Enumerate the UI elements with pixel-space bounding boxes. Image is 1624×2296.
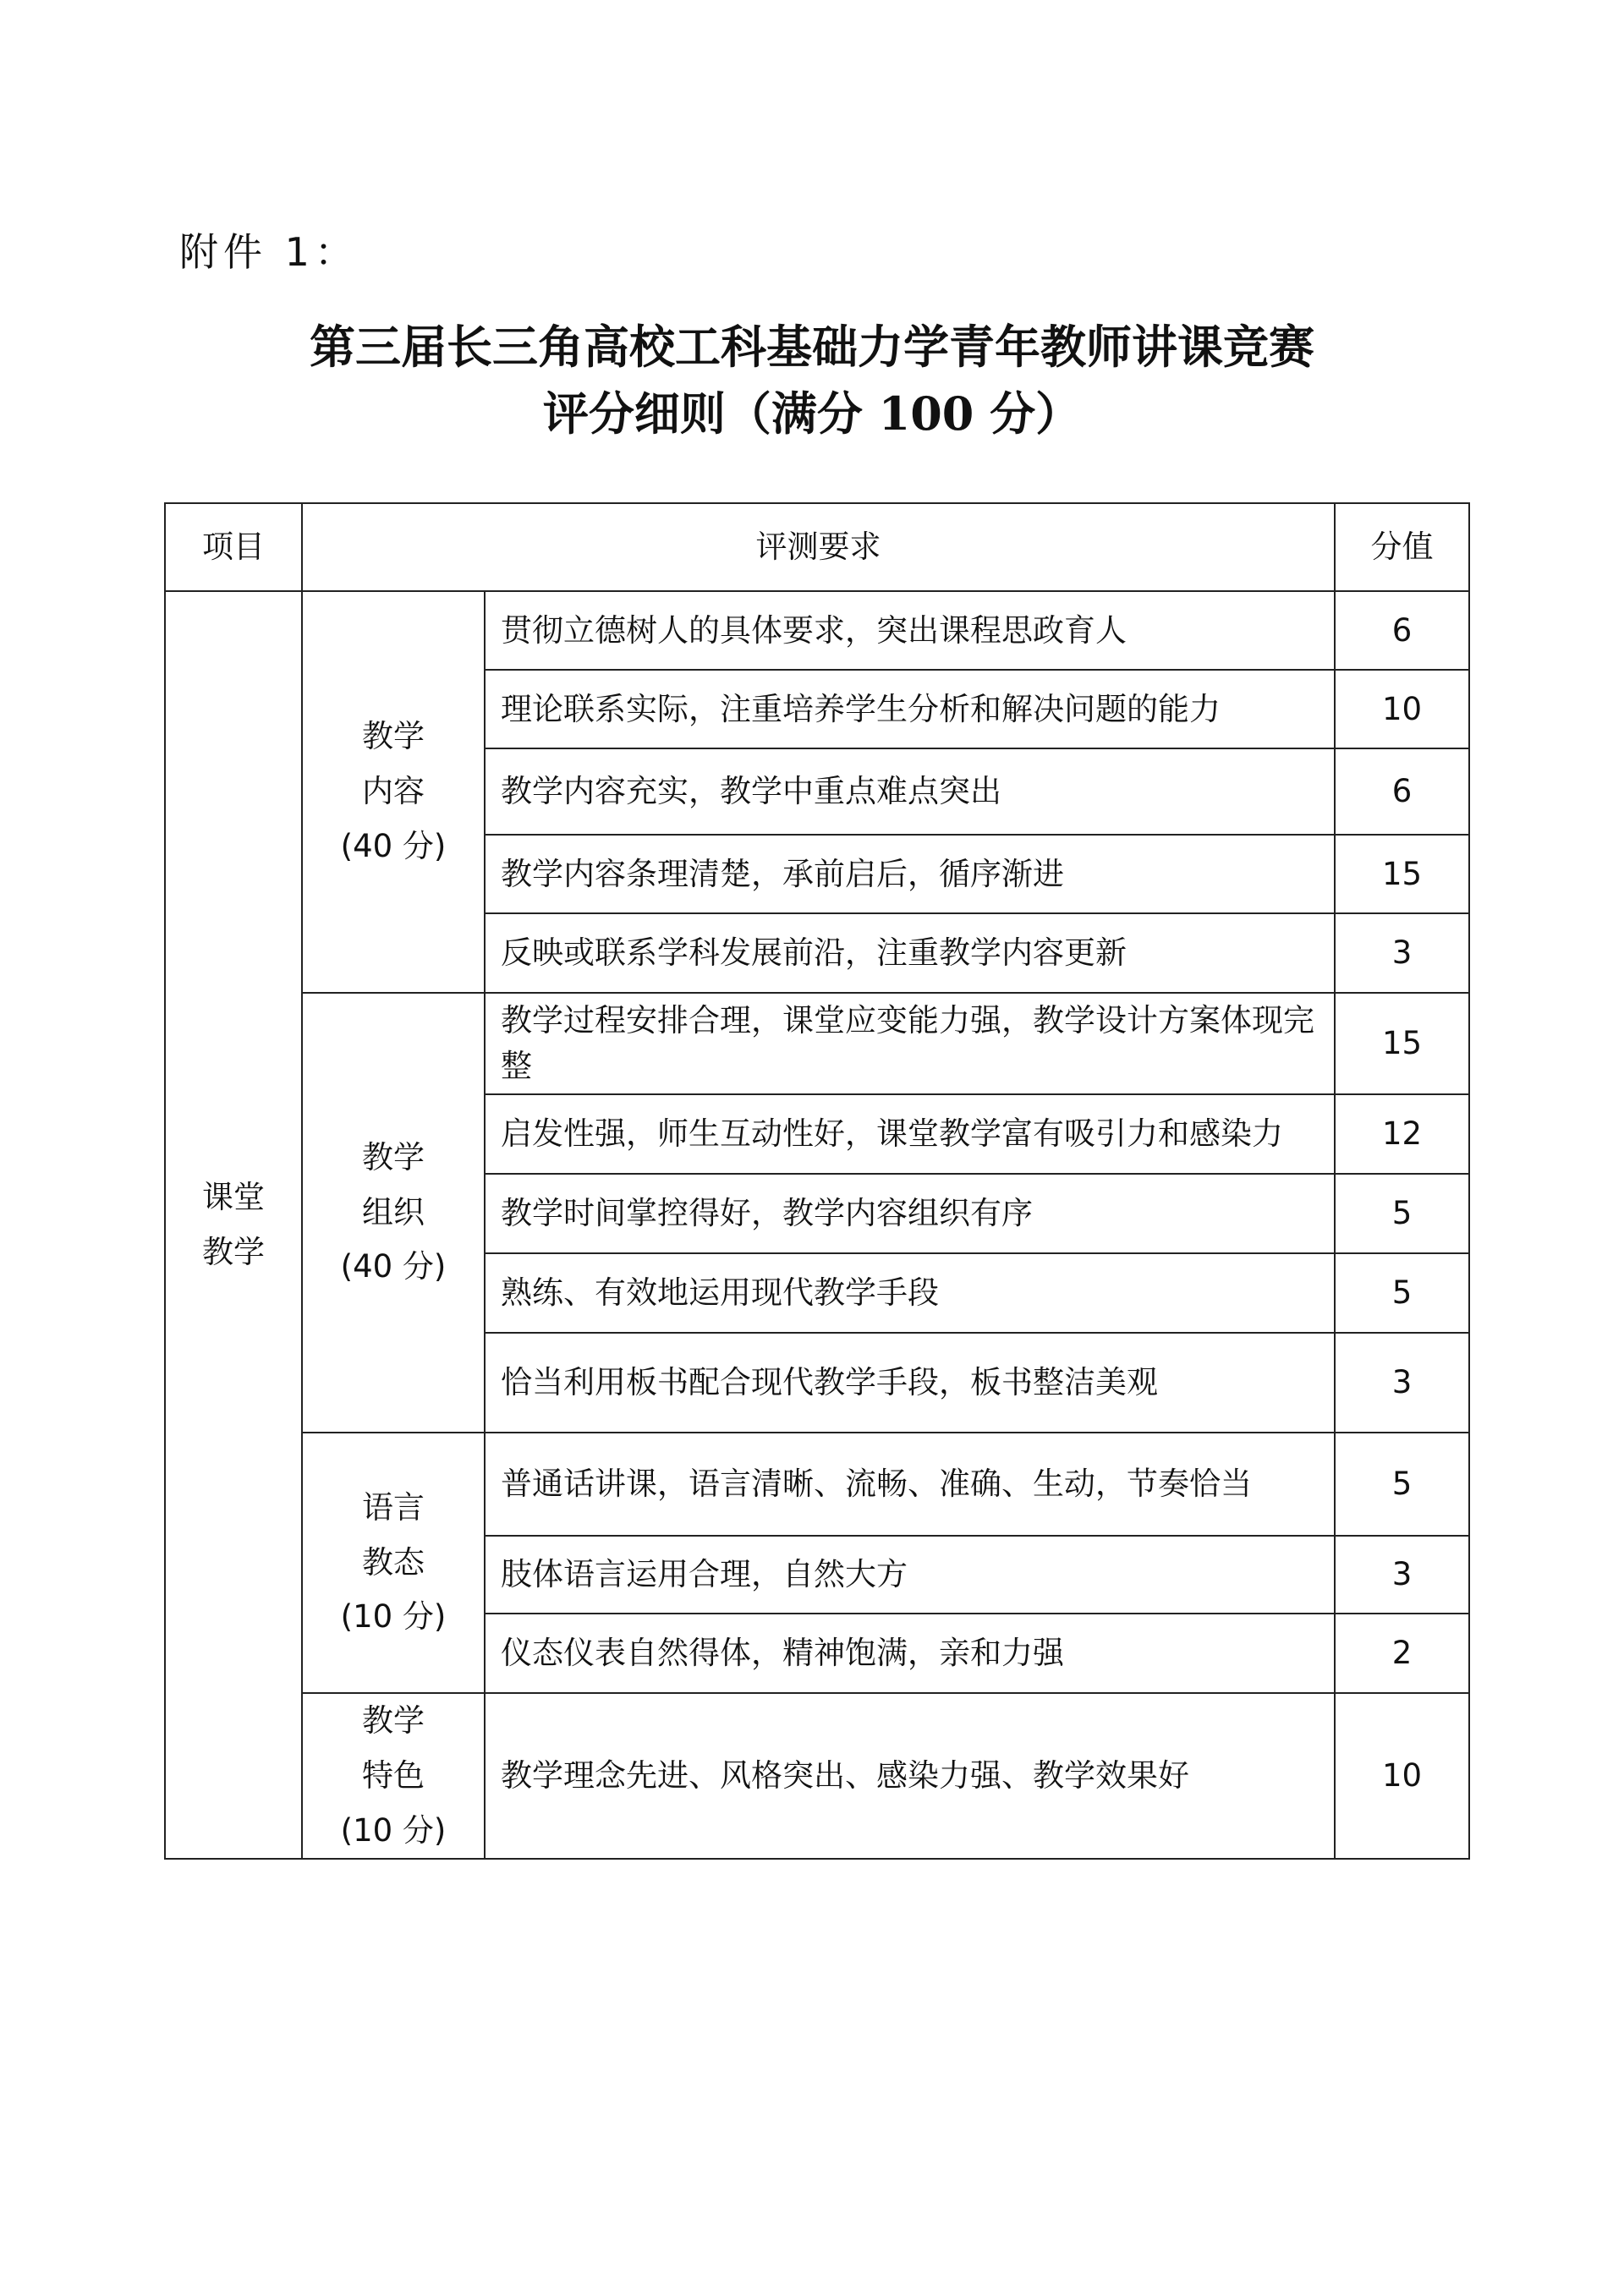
score-cell: 5 (1335, 1253, 1469, 1333)
item-label-line1: 课堂 (202, 1178, 265, 1215)
category-points: (40 分) (340, 827, 447, 864)
requirement-cell: 教学内容条理清楚，承前启后，循序渐进 (485, 835, 1335, 913)
table-row (165, 993, 1469, 1094)
score-cell: 15 (1335, 993, 1469, 1094)
score-cell: 5 (1335, 1174, 1469, 1253)
requirement-cell: 教学时间掌控得好，教学内容组织有序 (485, 1174, 1335, 1253)
document-subtitle: 评分细则（满分 100 分） (542, 386, 1082, 441)
score-cell: 10 (1335, 670, 1469, 748)
requirement-cell: 普通话讲课，语言清晰、流畅、准确、生动，节奏恰当 (485, 1433, 1335, 1536)
header-item: 项目 (165, 503, 302, 591)
table-header-row (165, 503, 1469, 591)
category-cell-content (302, 591, 485, 993)
score-cell: 3 (1335, 1333, 1469, 1433)
category-name-line1: 语言 (362, 1488, 425, 1526)
requirement-cell: 恰当利用板书配合现代教学手段，板书整洁美观 (485, 1333, 1335, 1433)
category-name-line2: 内容 (362, 773, 425, 810)
requirement-cell: 理论联系实际，注重培养学生分析和解决问题的能力 (485, 670, 1335, 748)
score-cell: 2 (1335, 1614, 1469, 1693)
category-name-line1: 教学 (362, 1138, 425, 1175)
requirement-cell: 教学内容充实，教学中重点难点突出 (485, 748, 1335, 835)
category-name-line2: 组织 (362, 1193, 425, 1230)
item-label-line2: 教学 (202, 1233, 265, 1270)
category-points: (10 分) (340, 1598, 447, 1636)
category-points: (40 分) (340, 1248, 447, 1285)
requirement-cell: 反映或联系学科发展前沿，注重教学内容更新 (485, 913, 1335, 993)
table-row (165, 1433, 1469, 1536)
category-name-line2: 教态 (362, 1543, 425, 1581)
header-score: 分值 (1335, 503, 1469, 591)
attachment-label: 附件 1： (179, 229, 359, 275)
score-cell: 15 (1335, 835, 1469, 913)
score-cell: 6 (1335, 591, 1469, 670)
requirement-cell: 仪态仪表自然得体，精神饱满，亲和力强 (485, 1614, 1335, 1693)
score-cell: 12 (1335, 1094, 1469, 1174)
table-row (165, 1693, 1469, 1859)
requirement-cell: 启发性强，师生互动性好，课堂教学富有吸引力和感染力 (485, 1094, 1335, 1174)
score-cell: 5 (1335, 1433, 1469, 1536)
scoring-table (164, 502, 1470, 1860)
category-name-line1: 教学 (362, 1702, 425, 1739)
category-cell-teaching-features (302, 1693, 485, 1859)
score-cell: 3 (1335, 913, 1469, 993)
requirement-cell: 贯彻立德树人的具体要求，突出课程思政育人 (485, 591, 1335, 670)
score-cell: 10 (1335, 1693, 1469, 1859)
category-cell-language-manner (302, 1433, 485, 1693)
item-cell-classroom-teaching (165, 591, 302, 1859)
score-cell: 6 (1335, 748, 1469, 835)
requirement-cell: 肢体语言运用合理，自然大方 (485, 1536, 1335, 1614)
requirement-cell: 教学理念先进、风格突出、感染力强、教学效果好 (485, 1693, 1335, 1859)
requirement-cell: 教学过程安排合理，课堂应变能力强，教学设计方案体现完整 (485, 993, 1335, 1094)
document-title: 第三届长三角高校工科基础力学青年教师讲课竞赛 (310, 320, 1314, 374)
requirement-cell: 熟练、有效地运用现代教学手段 (485, 1253, 1335, 1333)
category-name-line1: 教学 (362, 718, 425, 755)
category-name-line2: 特色 (362, 1756, 425, 1794)
table-row (165, 591, 1469, 670)
category-cell-organization (302, 993, 485, 1433)
score-cell: 3 (1335, 1536, 1469, 1614)
category-points: (10 分) (340, 1811, 447, 1849)
header-requirement: 评测要求 (302, 503, 1335, 591)
